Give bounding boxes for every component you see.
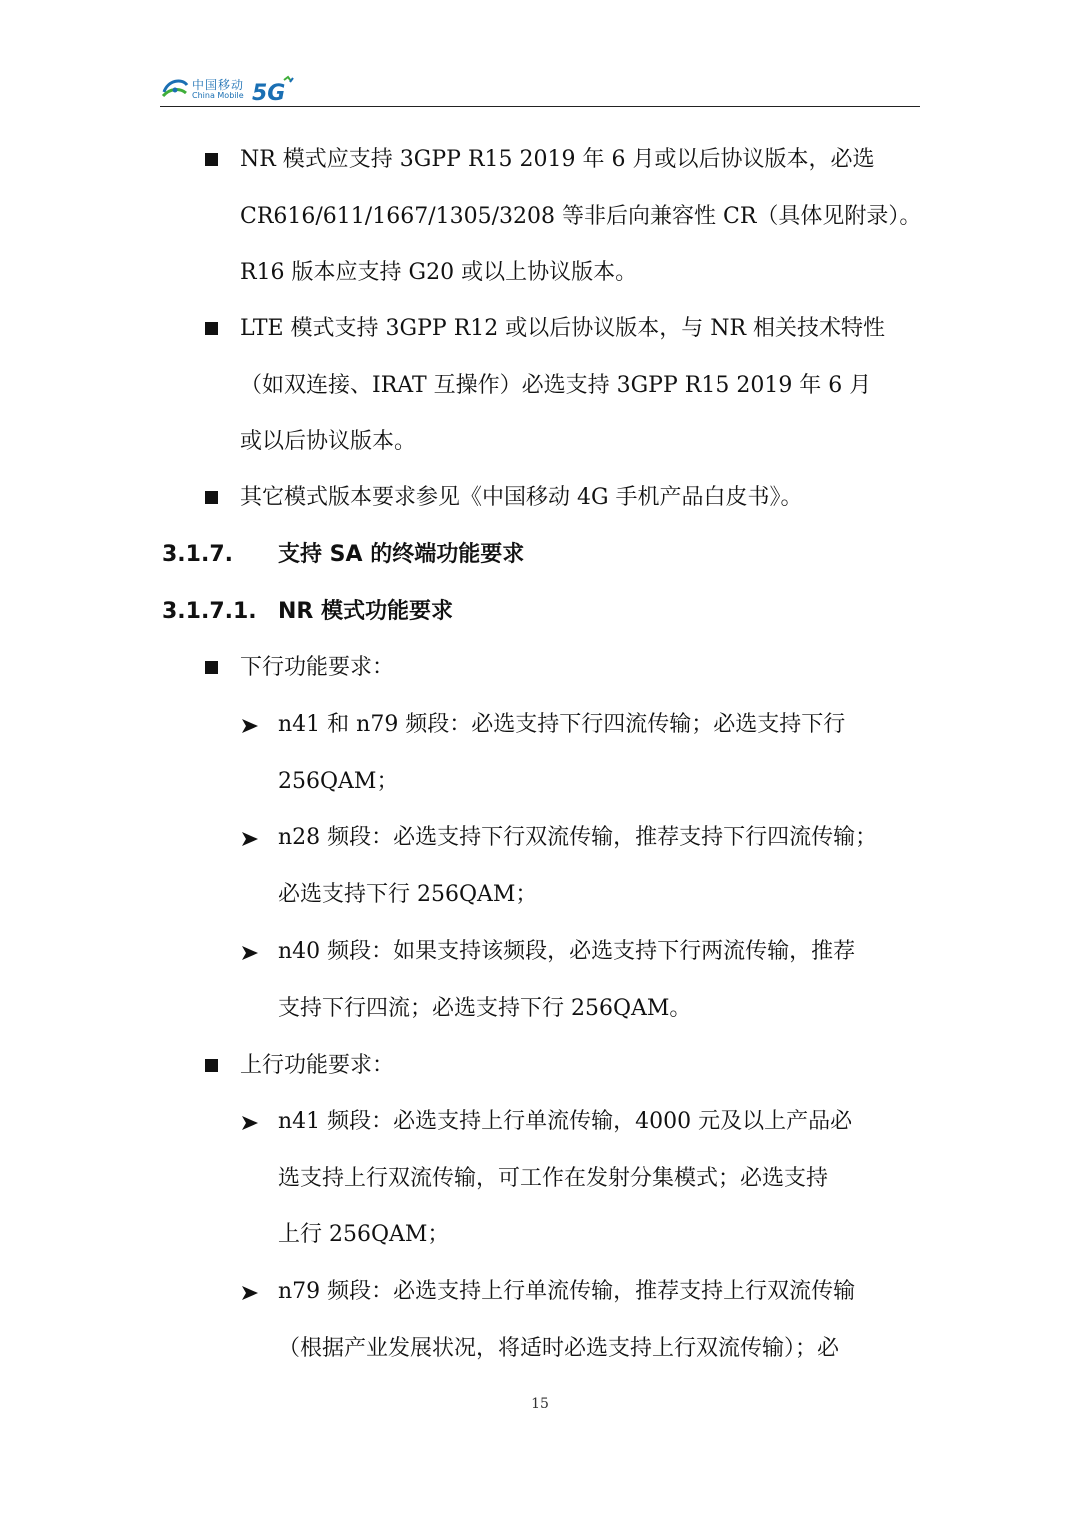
square-bullet-icon — [205, 1059, 218, 1072]
text-line: 必选支持下行 256QAM； — [278, 882, 538, 907]
arrow-bullet-icon — [240, 829, 260, 849]
text-line: n41 频段：必选支持上行单流传输，4000 元及以上产品必 — [278, 1109, 853, 1134]
header-divider — [160, 106, 920, 107]
text-line: 其它模式版本要求参见《中国移动 4G 手机产品白皮书》。 — [240, 485, 803, 510]
section-title: 支持 SA 的终端功能要求 — [278, 542, 525, 567]
arrow-bullet-icon — [240, 1113, 260, 1133]
page-header — [160, 70, 920, 108]
text-line: （根据产业发展状况，将适时必选支持上行双流传输）；必 — [278, 1336, 840, 1361]
text-line: 上行 256QAM； — [278, 1222, 450, 1247]
subsection-title: NR 模式功能要求 — [278, 599, 454, 624]
text-line: 选支持上行双流传输，可工作在发射分集模式；必选支持 — [278, 1166, 829, 1191]
text-line: R16 版本应支持 G20 或以上协议版本。 — [240, 260, 638, 285]
logo-chinese-text: 中国移动 — [192, 78, 245, 92]
5g-logo-icon — [252, 74, 298, 104]
arrow-bullet-icon — [240, 1283, 260, 1303]
text-line: 或以后协议版本。 — [240, 429, 417, 454]
subsection-number: 3.1.7.1. — [162, 599, 257, 624]
text-line: n41 和 n79 频段：必选支持下行四流传输；必选支持下行 — [278, 712, 846, 737]
text-line: 上行功能要求： — [240, 1053, 395, 1078]
logo-english-text: China Mobile — [192, 91, 244, 100]
text-line: n28 频段：必选支持下行双流传输，推荐支持下行四流传输； — [278, 825, 878, 850]
square-bullet-icon — [205, 153, 218, 166]
text-line: 支持下行四流；必选支持下行 256QAM。 — [278, 996, 692, 1021]
5g-logo-text: 5G — [252, 81, 286, 104]
page-number: 15 — [531, 1396, 549, 1412]
text-line: n40 频段：如果支持该频段，必选支持下行两流传输，推荐 — [278, 939, 856, 964]
text-line: LTE 模式支持 3GPP R12 或以后协议版本，与 NR 相关技术特性 — [240, 316, 886, 341]
text-line: （如双连接、IRAT 互操作）必选支持 3GPP R15 2019 年 6 月 — [240, 373, 872, 398]
text-line: n79 频段：必选支持上行单流传输，推荐支持上行双流传输 — [278, 1279, 856, 1304]
text-line: CR616/611/1667/1305/3208 等非后向兼容性 CR（具体见附录）。 — [240, 204, 922, 229]
square-bullet-icon — [205, 322, 218, 335]
section-number: 3.1.7. — [162, 542, 233, 567]
square-bullet-icon — [205, 661, 218, 674]
text-line: 256QAM； — [278, 769, 399, 794]
text-line: 下行功能要求： — [240, 655, 395, 680]
arrow-bullet-icon — [240, 943, 260, 963]
china-mobile-logo-icon — [160, 76, 190, 100]
arrow-bullet-icon — [240, 716, 260, 736]
square-bullet-icon — [205, 491, 218, 504]
text-line: NR 模式应支持 3GPP R15 2019 年 6 月或以后协议版本，必选 — [240, 147, 875, 172]
